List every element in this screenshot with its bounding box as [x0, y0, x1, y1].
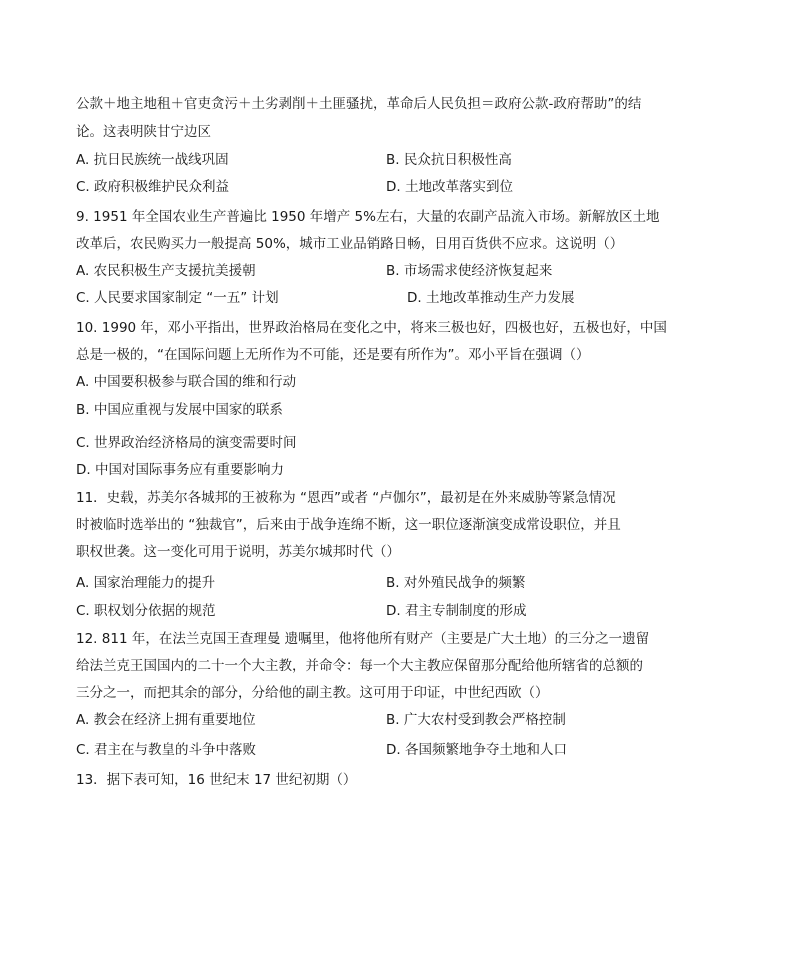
q12-option-d: D. 各国频繁地争夺土地和人口 — [386, 742, 567, 758]
q9-option-c: C. 人民要求国家制定 “一五” 计划 — [76, 290, 279, 306]
q9-option-b: B. 市场需求使经济恢复起来 — [386, 263, 553, 279]
q12-option-a: A. 教会在经济上拥有重要地位 — [76, 712, 256, 728]
q11-option-b: B. 对外殖民战争的频繁 — [386, 575, 526, 591]
q9-stem-line-2: 改革后，农民购买力一般提高 50%，城市工业品销路日畅，日用百货供不应求。这说明（） — [76, 236, 624, 252]
q9-option-d: D. 土地改革推动生产力发展 — [407, 290, 575, 306]
q10-option-c: C. 世界政治经济格局的演变需要时间 — [76, 435, 297, 451]
q11-stem-line-1: 11．史载，苏美尔各城邦的王被称为 “恩西”或者 “卢伽尔”，最初是在外来威胁等紧急情况 — [76, 490, 616, 506]
q11-stem-line-2: 时被临时选举出的 “独裁官”，后来由于战争连绵不断，这一职位逐渐演变成常设职位，并且 — [76, 517, 621, 533]
q10-option-d: D. 中国对国际事务应有重要影响力 — [76, 462, 284, 478]
q8-stem-line-1: 公款＋地主地租＋官吏贪污＋土劣剥削＋土匪骚扰，革命后人民负担＝政府公款-政府帮助”的结 — [76, 96, 642, 112]
q8-option-a: A. 抗日民族统一战线巩固 — [76, 152, 229, 168]
q10-option-b: B. 中国应重视与发展中国家的联系 — [76, 402, 283, 418]
q11-option-d: D. 君主专制制度的形成 — [386, 603, 527, 619]
q10-option-a: A. 中国要积极参与联合国的维和行动 — [76, 374, 297, 390]
q12-option-c: C. 君主在与教皇的斗争中落败 — [76, 742, 257, 758]
q12-stem-line-1: 12. 811 年，在法兰克国王查理曼 遗嘱里，他将他所有财产（主要是广大土地）的三分之一遗留 — [76, 631, 650, 647]
q8-option-c: C. 政府积极维护民众利益 — [76, 179, 230, 195]
q11-option-a: A. 国家治理能力的提升 — [76, 575, 216, 591]
q12-stem-line-2: 给法兰克王国国内的二十一个大主教，并命令：每一个大主教应保留那分配给他所辖省的总额的 — [76, 658, 643, 674]
q11-option-c: C. 职权划分依据的规范 — [76, 603, 216, 619]
q10-stem-line-1: 10. 1990 年，邓小平指出，世界政治格局在变化之中，将来三极也好，四极也好，五极也好，中国 — [76, 320, 667, 336]
q9-stem-line-1: 9. 1951 年全国农业生产普遍比 1950 年增产 5%左右，大量的农副产品流入市场。新解放区土地 — [76, 209, 660, 225]
q13-stem-line-1: 13．据下表可知，16 世纪末 17 世纪初期（） — [76, 772, 357, 788]
q9-option-a: A. 农民积极生产支援抗美援朝 — [76, 263, 256, 279]
q10-stem-line-2: 总是一极的，“在国际问题上无所作为不可能，还是要有所作为”。邓小平旨在强调（） — [76, 347, 590, 363]
q12-stem-line-3: 三分之一，而把其余的部分，分给他的副主教。这可用于印证，中世纪西欧（） — [76, 685, 549, 701]
q8-option-d: D. 土地改革落实到位 — [386, 179, 513, 195]
q8-stem-line-2: 论。这表明陕甘宁边区 — [76, 124, 211, 140]
q11-stem-line-3: 职权世袭。这一变化可用于说明，苏美尔城邦时代（） — [76, 544, 400, 560]
q8-option-b: B. 民众抗日积极性高 — [386, 152, 512, 168]
q12-option-b: B. 广大农村受到教会严格控制 — [386, 712, 566, 728]
